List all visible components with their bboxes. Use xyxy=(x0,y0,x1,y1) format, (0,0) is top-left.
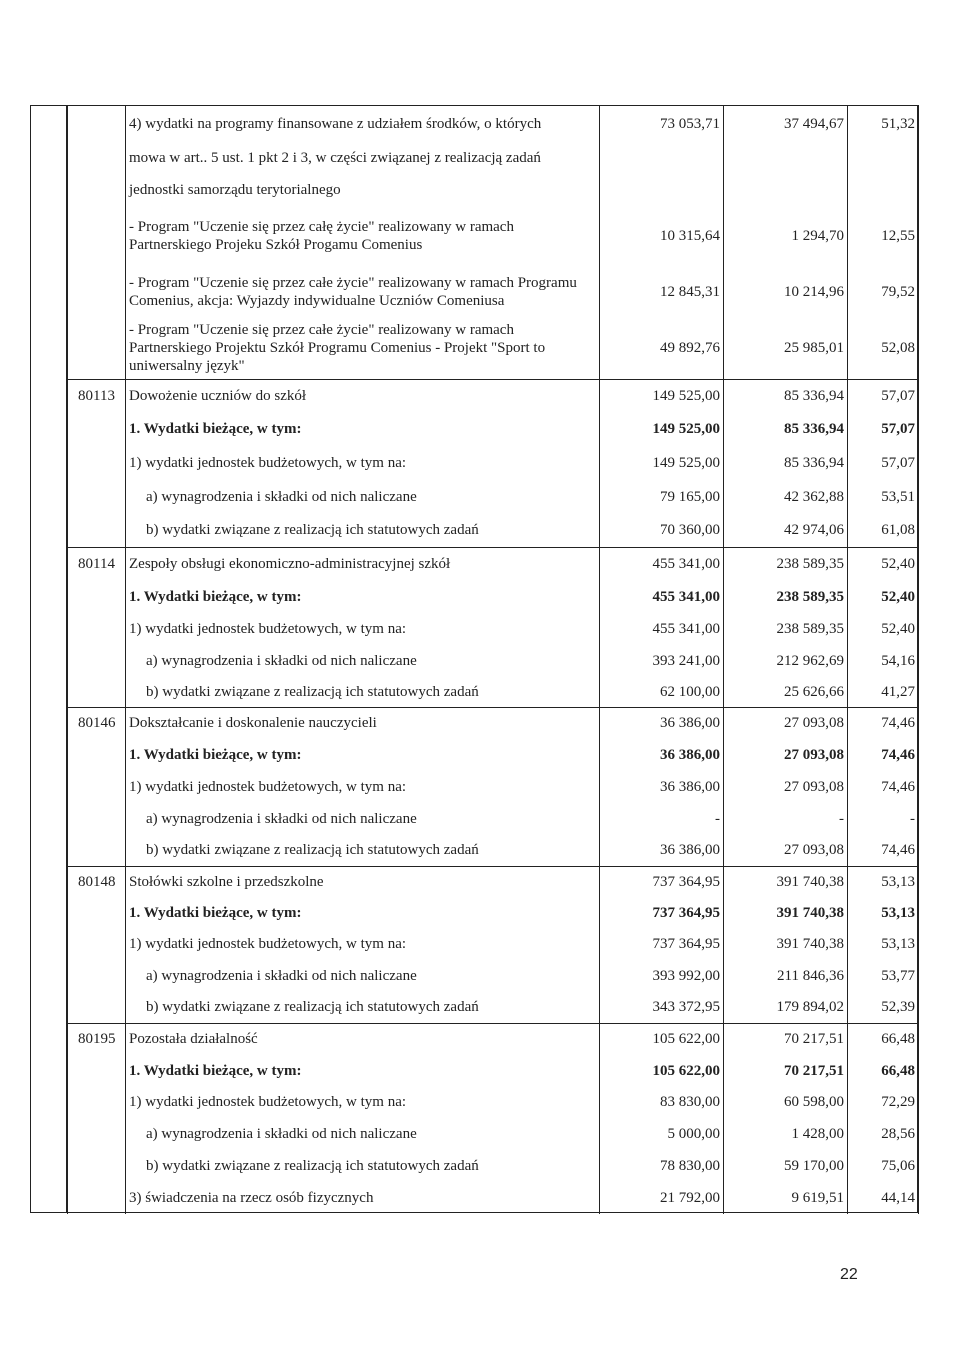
plan-amount-cell: 393 992,00 xyxy=(600,960,724,992)
executed-amount-cell: 70 217,51 xyxy=(724,1055,848,1087)
percent-cell: 12,55 xyxy=(848,206,919,266)
table-row xyxy=(68,514,919,548)
percent-cell: 52,40 xyxy=(848,581,919,614)
percent-cell: 53,13 xyxy=(848,898,919,929)
page-number: 22 xyxy=(840,1266,858,1283)
table-row xyxy=(68,960,919,992)
executed-amount-cell: 85 336,94 xyxy=(724,380,848,413)
table-row xyxy=(68,1182,919,1214)
percent-cell: 57,07 xyxy=(848,413,919,446)
percent-cell: 52,40 xyxy=(848,614,919,645)
table-row xyxy=(68,614,919,645)
executed-amount-cell: 85 336,94 xyxy=(724,413,848,446)
description-cell: a) wynagrodzenia i składki od nich naliczane xyxy=(126,645,600,677)
executed-amount-cell: 211 846,36 xyxy=(724,960,848,992)
executed-amount-cell: 59 170,00 xyxy=(724,1150,848,1182)
plan-amount-cell: 83 830,00 xyxy=(600,1087,724,1118)
description-cell: - Program "Uczenie się przez całe życie" realizowany w ramach Programu Comenius, akcja: Wyjazdy indywidualne Uczniów Comeniusa xyxy=(126,266,600,318)
classification-code-cell xyxy=(68,771,126,803)
description-cell: - Program "Uczenie się przez całę życie" realizowany w ramach Partnerskiego Projeku Szkół Progamu Comenius xyxy=(126,206,600,266)
percent-cell: 74,46 xyxy=(848,739,919,771)
plan-amount-cell: 36 386,00 xyxy=(600,771,724,803)
plan-amount-cell: 149 525,00 xyxy=(600,413,724,446)
budget-table-body xyxy=(68,106,919,1214)
percent-cell: 53,13 xyxy=(848,929,919,960)
classification-code-cell xyxy=(68,960,126,992)
plan-amount-cell: 79 165,00 xyxy=(600,480,724,514)
table-row xyxy=(68,1024,919,1055)
table-row xyxy=(68,174,919,206)
plan-amount-cell: 343 372,95 xyxy=(600,992,724,1024)
percent-cell: 28,56 xyxy=(848,1118,919,1150)
classification-code-cell xyxy=(68,677,126,708)
classification-code-cell: 80195 xyxy=(68,1024,126,1055)
description-cell: - Program "Uczenie się przez całe życie" realizowany w ramach Partnerskiego Projektu Szkół Programu Comenius - Projekt "Sport to uniwersalny język" xyxy=(126,318,600,380)
executed-amount-cell: 42 974,06 xyxy=(724,514,848,548)
executed-amount-cell: 1 428,00 xyxy=(724,1118,848,1150)
table-row xyxy=(68,677,919,708)
plan-amount-cell: 737 364,95 xyxy=(600,929,724,960)
executed-amount-cell: 60 598,00 xyxy=(724,1087,848,1118)
description-cell: b) wydatki związane z realizacją ich statutowych zadań xyxy=(126,677,600,708)
description-cell: 1) wydatki jednostek budżetowych, w tym na: xyxy=(126,771,600,803)
description-cell: 1. Wydatki bieżące, w tym: xyxy=(126,413,600,446)
plan-amount-cell: 12 845,31 xyxy=(600,266,724,318)
executed-amount-cell: 27 093,08 xyxy=(724,739,848,771)
plan-amount-cell: 105 622,00 xyxy=(600,1055,724,1087)
description-cell: 3) świadczenia na rzecz osób fizycznych xyxy=(126,1182,600,1214)
description-cell: Dokształcanie i doskonalenie nauczycieli xyxy=(126,708,600,739)
plan-amount-cell: 10 315,64 xyxy=(600,206,724,266)
plan-amount-cell: 49 892,76 xyxy=(600,318,724,380)
classification-code-cell xyxy=(68,413,126,446)
percent-cell: 72,29 xyxy=(848,1087,919,1118)
classification-code-cell xyxy=(68,1087,126,1118)
plan-amount-cell: 455 341,00 xyxy=(600,614,724,645)
description-cell: 1) wydatki jednostek budżetowych, w tym na: xyxy=(126,614,600,645)
description-cell: a) wynagrodzenia i składki od nich naliczane xyxy=(126,480,600,514)
classification-code-cell xyxy=(68,174,126,206)
plan-amount-cell: 149 525,00 xyxy=(600,446,724,480)
budget-table xyxy=(67,105,919,1214)
classification-code-cell xyxy=(68,446,126,480)
description-cell: 1) wydatki jednostek budżetowych, w tym na: xyxy=(126,1087,600,1118)
table-row xyxy=(68,480,919,514)
percent-cell: 53,13 xyxy=(848,867,919,898)
plan-amount-cell: 105 622,00 xyxy=(600,1024,724,1055)
classification-code-cell: 80148 xyxy=(68,867,126,898)
description-cell: 1. Wydatki bieżące, w tym: xyxy=(126,739,600,771)
classification-code-cell: 80113 xyxy=(68,380,126,413)
percent-cell: 75,06 xyxy=(848,1150,919,1182)
description-cell: a) wynagrodzenia i składki od nich naliczane xyxy=(126,803,600,835)
classification-code-cell xyxy=(68,480,126,514)
classification-code-cell xyxy=(68,1055,126,1087)
plan-amount-cell: 62 100,00 xyxy=(600,677,724,708)
classification-code-cell xyxy=(68,614,126,645)
executed-amount-cell xyxy=(724,142,848,174)
executed-amount-cell: 391 740,38 xyxy=(724,929,848,960)
plan-amount-cell: - xyxy=(600,803,724,835)
table-row xyxy=(68,835,919,867)
plan-amount-cell xyxy=(600,174,724,206)
table-row xyxy=(68,446,919,480)
executed-amount-cell: 85 336,94 xyxy=(724,446,848,480)
section-column xyxy=(30,105,67,1213)
plan-amount-cell: 149 525,00 xyxy=(600,380,724,413)
percent-cell: 57,07 xyxy=(848,380,919,413)
percent-cell: 44,14 xyxy=(848,1182,919,1214)
percent-cell: 53,51 xyxy=(848,480,919,514)
classification-code-cell xyxy=(68,898,126,929)
classification-code-cell xyxy=(68,514,126,548)
percent-cell: 74,46 xyxy=(848,771,919,803)
table-row xyxy=(68,771,919,803)
description-cell: 1. Wydatki bieżące, w tym: xyxy=(126,898,600,929)
classification-code-cell xyxy=(68,835,126,867)
percent-cell xyxy=(848,174,919,206)
classification-code-cell xyxy=(68,645,126,677)
table-row xyxy=(68,645,919,677)
table-row xyxy=(68,708,919,739)
classification-code-cell xyxy=(68,581,126,614)
description-cell: mowa w art.. 5 ust. 1 pkt 2 i 3, w części związanej z realizacją zadań xyxy=(126,142,600,174)
executed-amount-cell: 238 589,35 xyxy=(724,614,848,645)
table-row xyxy=(68,106,919,142)
table-row xyxy=(68,318,919,380)
table-row xyxy=(68,867,919,898)
executed-amount-cell: 391 740,38 xyxy=(724,867,848,898)
percent-cell: 74,46 xyxy=(848,708,919,739)
classification-code-cell xyxy=(68,106,126,142)
executed-amount-cell: - xyxy=(724,803,848,835)
classification-code-cell xyxy=(68,1150,126,1182)
description-cell: 1) wydatki jednostek budżetowych, w tym na: xyxy=(126,446,600,480)
plan-amount-cell: 737 364,95 xyxy=(600,898,724,929)
classification-code-cell xyxy=(68,142,126,174)
table-row xyxy=(68,206,919,266)
classification-code-cell xyxy=(68,1182,126,1214)
percent-cell: 54,16 xyxy=(848,645,919,677)
classification-code-cell xyxy=(68,992,126,1024)
table-row xyxy=(68,992,919,1024)
percent-cell: 41,27 xyxy=(848,677,919,708)
table-row xyxy=(68,548,919,581)
classification-code-cell xyxy=(68,206,126,266)
description-cell: Zespoły obsługi ekonomiczno-administracyjnej szkół xyxy=(126,548,600,581)
classification-code-cell xyxy=(68,1118,126,1150)
percent-cell: 61,08 xyxy=(848,514,919,548)
executed-amount-cell: 179 894,02 xyxy=(724,992,848,1024)
plan-amount-cell: 36 386,00 xyxy=(600,739,724,771)
percent-cell: 52,39 xyxy=(848,992,919,1024)
percent-cell: 74,46 xyxy=(848,835,919,867)
description-cell: 1. Wydatki bieżące, w tym: xyxy=(126,1055,600,1087)
percent-cell: 57,07 xyxy=(848,446,919,480)
percent-cell: 52,40 xyxy=(848,548,919,581)
executed-amount-cell: 391 740,38 xyxy=(724,898,848,929)
table-row xyxy=(68,803,919,835)
plan-amount-cell: 5 000,00 xyxy=(600,1118,724,1150)
executed-amount-cell: 10 214,96 xyxy=(724,266,848,318)
plan-amount-cell xyxy=(600,142,724,174)
percent-cell: 66,48 xyxy=(848,1024,919,1055)
executed-amount-cell: 70 217,51 xyxy=(724,1024,848,1055)
description-cell: a) wynagrodzenia i składki od nich naliczane xyxy=(126,960,600,992)
executed-amount-cell: 212 962,69 xyxy=(724,645,848,677)
table-row xyxy=(68,898,919,929)
classification-code-cell: 80146 xyxy=(68,708,126,739)
table-row xyxy=(68,581,919,614)
executed-amount-cell: 37 494,67 xyxy=(724,106,848,142)
classification-code-cell xyxy=(68,266,126,318)
plan-amount-cell: 455 341,00 xyxy=(600,548,724,581)
executed-amount-cell: 1 294,70 xyxy=(724,206,848,266)
description-cell: a) wynagrodzenia i składki od nich naliczane xyxy=(126,1118,600,1150)
plan-amount-cell: 73 053,71 xyxy=(600,106,724,142)
description-cell: 4) wydatki na programy finansowane z udziałem środków, o których xyxy=(126,106,600,142)
classification-code-cell xyxy=(68,318,126,380)
table-row xyxy=(68,1118,919,1150)
description-cell: jednostki samorządu terytorialnego xyxy=(126,174,600,206)
classification-code-cell: 80114 xyxy=(68,548,126,581)
plan-amount-cell: 70 360,00 xyxy=(600,514,724,548)
description-cell: b) wydatki związane z realizacją ich statutowych zadań xyxy=(126,835,600,867)
plan-amount-cell: 78 830,00 xyxy=(600,1150,724,1182)
table-row xyxy=(68,413,919,446)
executed-amount-cell: 25 985,01 xyxy=(724,318,848,380)
plan-amount-cell: 21 792,00 xyxy=(600,1182,724,1214)
executed-amount-cell: 9 619,51 xyxy=(724,1182,848,1214)
table-row xyxy=(68,739,919,771)
description-cell: Pozostała działalność xyxy=(126,1024,600,1055)
percent-cell: 53,77 xyxy=(848,960,919,992)
table-row xyxy=(68,929,919,960)
description-cell: b) wydatki związane z realizacją ich statutowych zadań xyxy=(126,992,600,1024)
table-row xyxy=(68,1055,919,1087)
table-row xyxy=(68,142,919,174)
percent-cell: 52,08 xyxy=(848,318,919,380)
percent-cell: 79,52 xyxy=(848,266,919,318)
plan-amount-cell: 36 386,00 xyxy=(600,708,724,739)
percent-cell: 66,48 xyxy=(848,1055,919,1087)
executed-amount-cell: 238 589,35 xyxy=(724,581,848,614)
executed-amount-cell: 238 589,35 xyxy=(724,548,848,581)
executed-amount-cell: 27 093,08 xyxy=(724,835,848,867)
description-cell: 1) wydatki jednostek budżetowych, w tym na: xyxy=(126,929,600,960)
table-row xyxy=(68,1087,919,1118)
classification-code-cell xyxy=(68,803,126,835)
table-row xyxy=(68,380,919,413)
executed-amount-cell: 27 093,08 xyxy=(724,771,848,803)
percent-cell: - xyxy=(848,803,919,835)
table-row xyxy=(68,1150,919,1182)
description-cell: b) wydatki związane z realizacją ich statutowych zadań xyxy=(126,514,600,548)
classification-code-cell xyxy=(68,739,126,771)
description-cell: 1. Wydatki bieżące, w tym: xyxy=(126,581,600,614)
table-row xyxy=(68,266,919,318)
description-cell: b) wydatki związane z realizacją ich statutowych zadań xyxy=(126,1150,600,1182)
executed-amount-cell: 27 093,08 xyxy=(724,708,848,739)
plan-amount-cell: 36 386,00 xyxy=(600,835,724,867)
description-cell: Stołówki szkolne i przedszkolne xyxy=(126,867,600,898)
executed-amount-cell: 25 626,66 xyxy=(724,677,848,708)
percent-cell xyxy=(848,142,919,174)
plan-amount-cell: 393 241,00 xyxy=(600,645,724,677)
executed-amount-cell: 42 362,88 xyxy=(724,480,848,514)
plan-amount-cell: 737 364,95 xyxy=(600,867,724,898)
description-cell: Dowożenie uczniów do szkół xyxy=(126,380,600,413)
executed-amount-cell xyxy=(724,174,848,206)
plan-amount-cell: 455 341,00 xyxy=(600,581,724,614)
classification-code-cell xyxy=(68,929,126,960)
percent-cell: 51,32 xyxy=(848,106,919,142)
